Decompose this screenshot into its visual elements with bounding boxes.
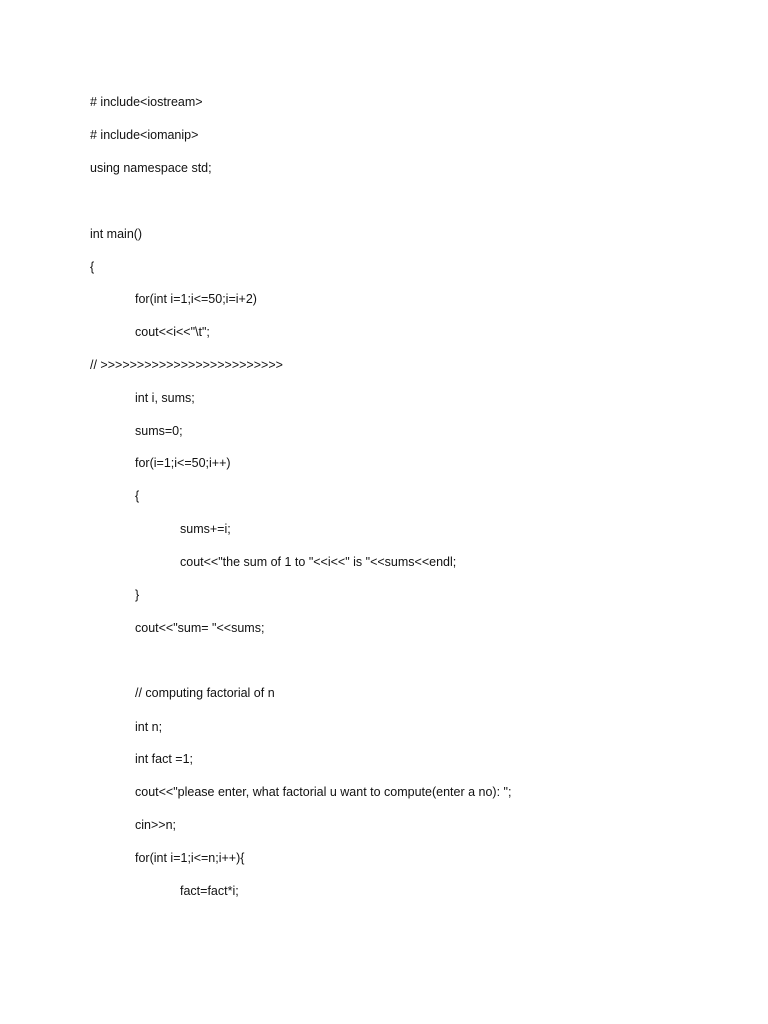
code-line-include-iostream: # include<iostream> xyxy=(90,95,203,109)
code-line-declare-sums: int i, sums; xyxy=(135,391,195,405)
code-line-cin-n: cin>>n; xyxy=(135,818,177,832)
code-line-separator-comment: // >>>>>>>>>>>>>>>>>>>>>>>>> xyxy=(90,358,283,372)
code-line-init-sums: sums=0; xyxy=(135,424,183,438)
code-line-declare-n: int n; xyxy=(135,720,163,734)
code-line-factorial-comment: // computing factorial of n xyxy=(135,686,275,700)
code-line-include-iomanip: # include<iomanip> xyxy=(90,128,199,142)
code-line-loop-open-brace: { xyxy=(135,489,140,503)
code-line-main-signature: int main() xyxy=(90,227,143,241)
code-line-for-sum: for(i=1;i<=50;i++) xyxy=(135,456,231,470)
code-line-main-open-brace: { xyxy=(90,260,95,274)
code-line-cout-odd: cout<<i<<"\t"; xyxy=(135,325,210,339)
code-line-cout-sum: cout<<"sum= "<<sums; xyxy=(135,621,265,635)
code-line-for-odd: for(int i=1;i<=50;i=i+2) xyxy=(135,292,257,306)
code-line-cout-running-sum: cout<<"the sum of 1 to "<<i<<" is "<<sums<<endl; xyxy=(180,555,457,569)
code-line-declare-fact: int fact =1; xyxy=(135,752,194,766)
code-line-loop-close-brace: } xyxy=(135,588,140,602)
code-line-for-factorial: for(int i=1;i<=n;i++){ xyxy=(135,851,245,865)
code-line-accumulate: sums+=i; xyxy=(180,522,231,536)
code-line-using-namespace: using namespace std; xyxy=(90,161,212,175)
code-line-cout-prompt: cout<<"please enter, what factorial u want to compute(enter a no): "; xyxy=(135,785,512,799)
code-line-multiply-fact: fact=fact*i; xyxy=(180,884,239,898)
